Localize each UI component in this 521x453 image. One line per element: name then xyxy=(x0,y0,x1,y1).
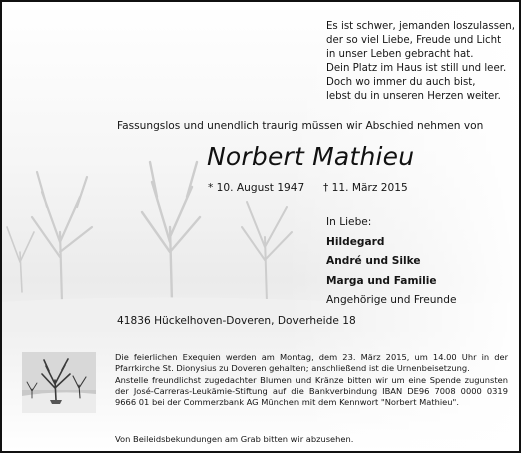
family-address: 41836 Hückelhoven-Doveren, Doverheide 18 xyxy=(117,315,356,327)
mourners-others: Angehörige und Freunde xyxy=(326,294,457,307)
service-information: Die feierlichen Exequien werden am Montag, dem 23. März 2015, um 14.00 Uhr in der Pfarrkirche St. Dionysius zu Doveren gehalten; anschließend ist die Urnenbeisetzung. xyxy=(115,352,508,374)
mourner-name: Marga und Familie xyxy=(326,274,437,287)
mourners-heading: In Liebe: xyxy=(326,216,372,228)
mourner-name: Hildegard xyxy=(326,235,385,248)
poem-line: Doch wo immer du auch bist, xyxy=(326,77,476,89)
poem-line: der so viel Liebe, Freude und Licht xyxy=(326,35,502,47)
birth-date: * 10. August 1947 xyxy=(208,182,305,194)
poem-line: in unser Leben gebracht hat. xyxy=(326,49,474,61)
intro-text: Fassungslos und unendlich traurig müssen wir Abschied nehmen von xyxy=(117,120,484,132)
death-date: † 11. März 2015 xyxy=(323,182,408,194)
deceased-name: Norbert Mathieu xyxy=(207,142,415,171)
condolence-note: Von Beileidsbekundungen am Grab bitten wir abzusehen. xyxy=(115,434,354,444)
mourner-name: André und Silke xyxy=(326,255,421,268)
mourners-list xyxy=(326,213,456,311)
willow-thumbnail-image xyxy=(22,352,96,413)
poem-line: Dein Platz im Haus ist still und leer. xyxy=(326,63,507,75)
donation-request: Anstelle freundlichst zugedachter Blumen und Kränze bitten wir um eine Spende zugunsten der José-Carreras-Leukämie-Stiftung auf die Bankverbindung IBAN DE96 7008 0000 0319 9666 01 bei der Commerzbank AG München mit dem Kennwort "Norbert Mathieu". xyxy=(115,374,508,408)
poem-line: lebst du in unseren Herzen weiter. xyxy=(326,91,501,103)
memorial-poem xyxy=(326,20,516,105)
life-dates xyxy=(208,182,408,194)
funeral-details xyxy=(115,352,508,408)
poem-line: Es ist schwer, jemanden loszulassen, xyxy=(326,21,515,32)
